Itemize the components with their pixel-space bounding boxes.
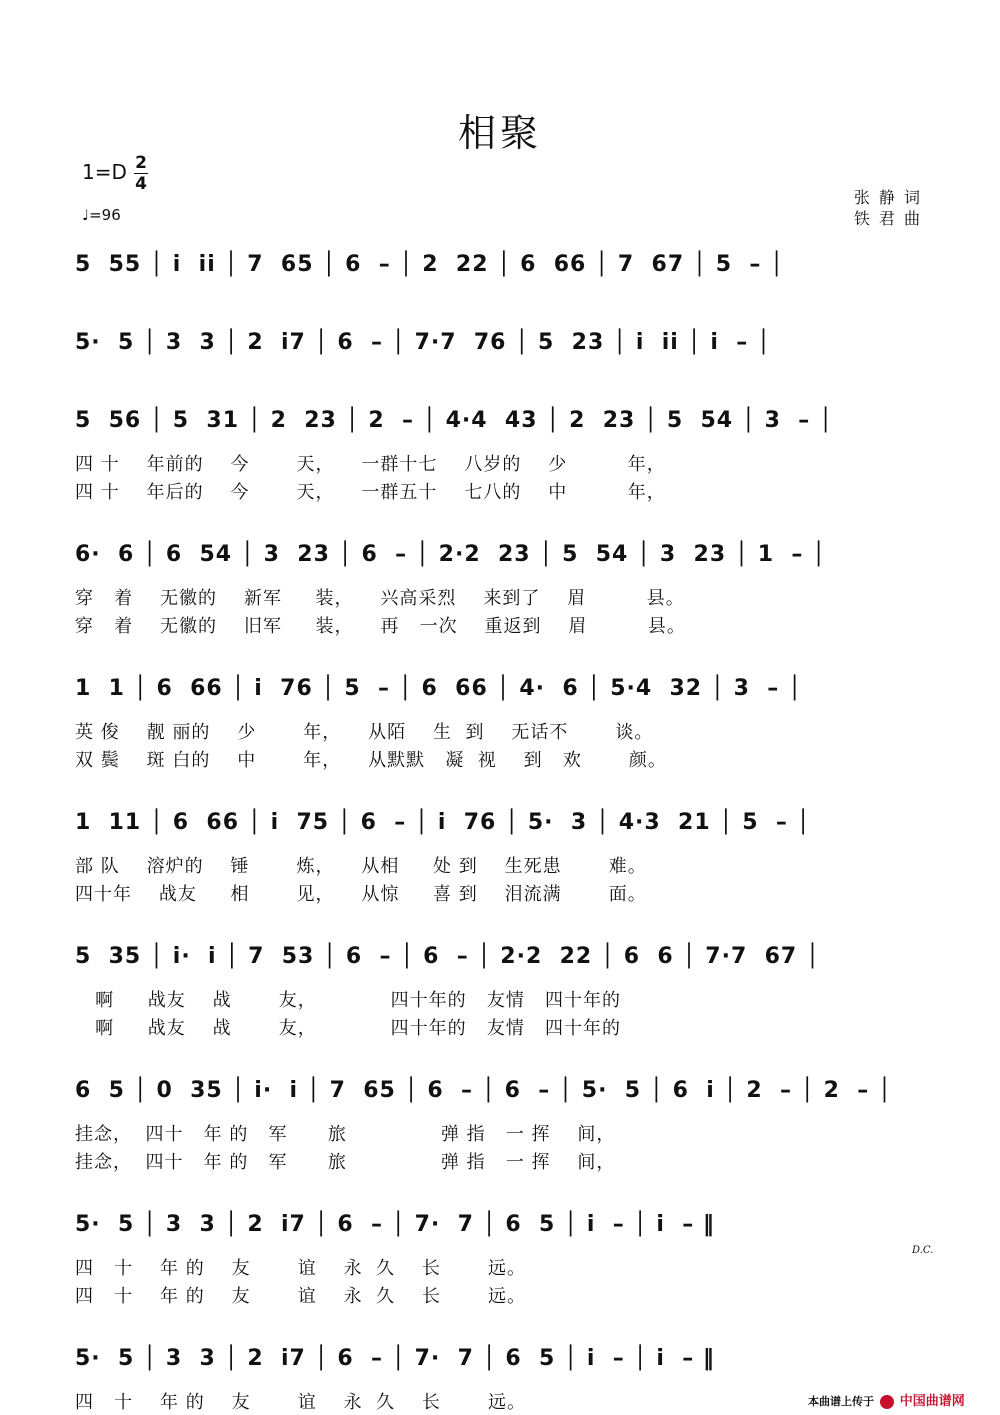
score-line-4: 6· 6 │ 6 54 │ 3 23 │ 6 – │ 2·2 23 │ 5 54 │ 3 23 │ 1 – │ <box>75 542 827 567</box>
score-line-3: 5 56 │ 5 31 │ 2 23 │ 2 – │ 4·4 43 │ 2 23 │ 5 54 │ 3 – │ <box>75 408 834 433</box>
tempo-value: =96 <box>89 206 121 224</box>
lyrics-line-7-verse-1: 啊 战友 战 友， 四十年的 友情 四十年的 <box>75 990 621 1011</box>
composer: 铁 君 曲 <box>853 209 922 228</box>
lyrics-line-6-verse-2: 四十年 战友 相 见， 从惊 喜 到 泪流满 面。 <box>75 884 647 905</box>
time-signature <box>134 154 148 193</box>
lyrics-line-8-verse-2: 挂念， 四十 年 的 军 旅 弹 指 一 挥 间， <box>75 1152 616 1173</box>
score-line-2: 5· 5 │ 3 3 │ 2 i7 │ 6 – │ 7·7 76 │ 5 23 │ i ii │ i – │ <box>75 330 772 355</box>
lyrics-line-5-verse-1: 英 俊 靓 丽的 少 年， 从陌 生 到 无话不 谈。 <box>75 722 654 743</box>
tempo-marking <box>82 206 121 224</box>
credits <box>854 187 922 229</box>
lyrics-line-10-verse-1: 四 十 年 的 友 谊 永 久 长 远。 <box>75 1392 526 1413</box>
score-line-8: 6 5 │ 0 35 │ i· i │ 7 65 │ 6 – │ 6 – │ 5· 5 │ 6 i │ 2 – │ 2 – │ <box>75 1078 893 1103</box>
key-signature <box>82 153 147 194</box>
lyrics-line-5-verse-2: 双 鬓 斑 白的 中 年， 从默默 凝 视 到 欢 颜。 <box>75 750 667 771</box>
dc-mark: D.C. <box>912 1245 934 1256</box>
score-line-10: 5· 5 │ 3 3 │ 2 i7 │ 6 – │ 7· 7 │ 6 5 │ i – │ i – ‖ <box>75 1346 715 1371</box>
lyricist: 张 静 词 <box>853 188 922 207</box>
lyrics-line-9-verse-2: 四 十 年 的 友 谊 永 久 长 远。 <box>75 1286 526 1307</box>
song-title: 相聚 <box>457 111 542 155</box>
lyrics-line-8-verse-1: 挂念， 四十 年 的 军 旅 弹 指 一 挥 间， <box>75 1124 616 1145</box>
lyrics-line-6-verse-1: 部 队 溶炉的 锤 炼， 从相 处 到 生死患 难。 <box>75 856 647 877</box>
site-logo-icon <box>880 1395 894 1409</box>
score-line-6: 1 11 │ 6 66 │ i 75 │ 6 – │ i 76 │ 5· 3 │ 4·3 21 │ 5 – │ <box>75 810 811 835</box>
lyrics-line-3-verse-1: 四 十 年前的 今 天， 一群十七 八岁的 少 年， <box>75 454 666 475</box>
quarter-note-icon: ♩ <box>82 206 90 224</box>
lyrics-line-3-verse-2: 四 十 年后的 今 天， 一群五十 七八的 中 年， <box>75 482 666 503</box>
score-line-9: 5· 5 │ 3 3 │ 2 i7 │ 6 – │ 7· 7 │ 6 5 │ i – │ i – ‖ <box>75 1212 715 1237</box>
key-label: 1=D <box>82 160 127 184</box>
lyrics-line-4-verse-1: 穿 着 无徽的 新军 装， 兴高采烈 来到了 眉 县。 <box>75 588 685 609</box>
footer-text: 本曲谱上传于 <box>808 1395 874 1408</box>
score-line-7: 5 35 │ i· i │ 7 53 │ 6 – │ 6 – │ 2·2 22 │ 6 6 │ 7·7 67 │ <box>75 944 821 969</box>
footer-brand: 中国曲谱网 <box>899 1394 965 1409</box>
lyrics-line-4-verse-2: 穿 着 无徽的 旧军 装， 再 一次 重返到 眉 县。 <box>75 616 686 637</box>
lyrics-line-9-verse-1: 四 十 年 的 友 谊 永 久 长 远。 <box>75 1258 526 1279</box>
time-sig-bottom: 4 <box>135 174 147 194</box>
lyrics-line-7-verse-2: 啊 战友 战 友， 四十年的 友情 四十年的 <box>75 1018 621 1039</box>
score-line-5: 1 1 │ 6 66 │ i 76 │ 5 – │ 6 66 │ 4· 6 │ 5·4 32 │ 3 – │ <box>75 676 803 701</box>
time-sig-top: 2 <box>135 153 147 173</box>
footer-watermark <box>808 1390 965 1409</box>
score-line-1: 5 55 │ i ii │ 7 65 │ 6 – │ 2 22 │ 6 66 │ 7 67 │ 5 – │ <box>75 252 785 277</box>
